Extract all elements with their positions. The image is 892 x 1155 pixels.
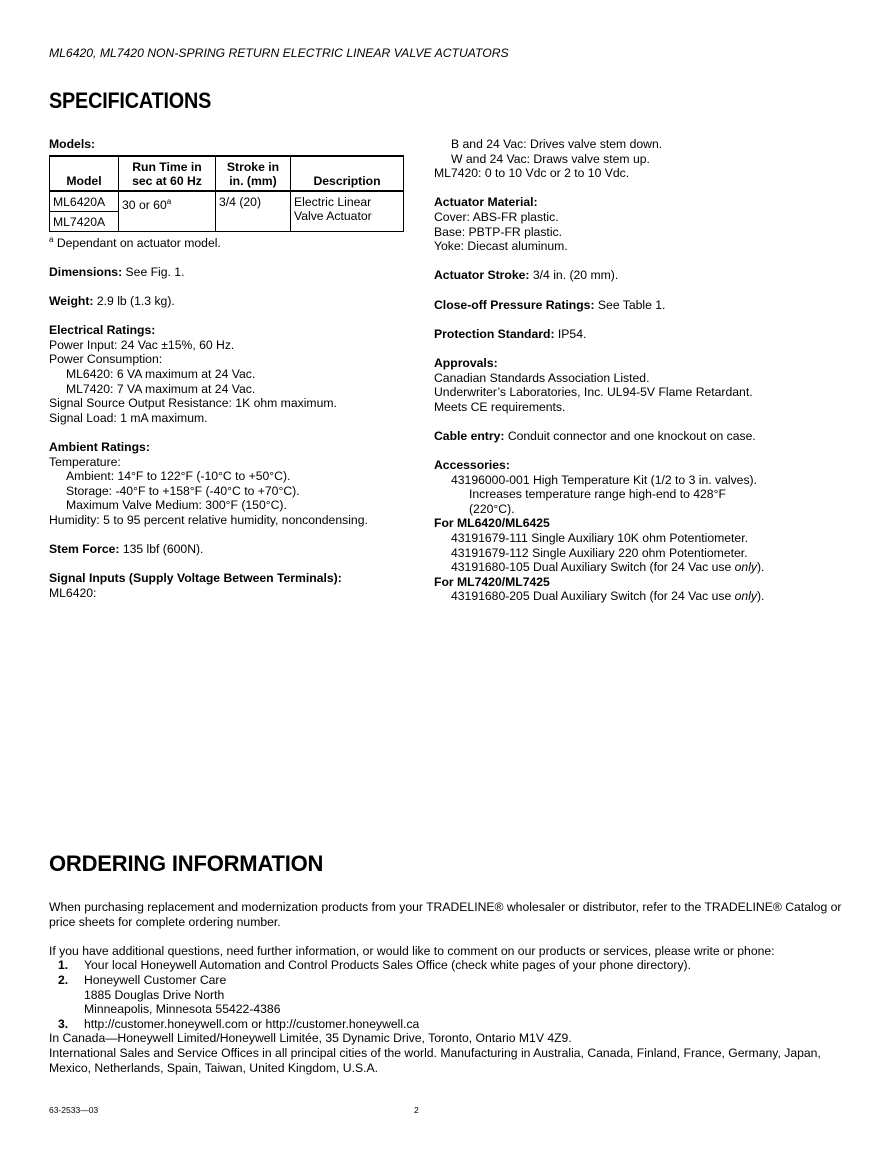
- close-off-spec: Close-off Pressure Ratings: See Table 1.: [434, 297, 666, 312]
- signal-inputs-continued: B and 24 Vac: Drives valve stem down. W and 24 Vac: Draws valve stem up. ML7420: 0 to 10 Vdc or 2 to 10 Vdc.: [434, 137, 663, 181]
- models-table: [49, 155, 404, 232]
- header-model: Model: [50, 156, 119, 191]
- cable-entry-spec: Cable entry: Conduit connector and one knockout on case.: [434, 428, 756, 443]
- table-row: [50, 191, 404, 212]
- description-cell: Electric Linear Valve Actuator: [291, 191, 404, 232]
- ambient-ratings: Ambient Ratings: Temperature: Ambient: 14°F to 122°F (-10°C to +50°C). Storage: -40°F to +158°F (-40°C to +70°C). Maximum Valve Medium: 300°F (150°C). Humidity: 5 to 95 percent relative humidity, noncondensing.: [49, 439, 368, 527]
- ordering-information-body: [49, 900, 844, 1075]
- list-item: 3. http://customer.honeywell.com or http://customer.honeywell.ca: [49, 1017, 844, 1032]
- actuator-material: Actuator Material: Cover: ABS-FR plastic. Base: PBTP-FR plastic. Yoke: Diecast aluminum.: [434, 195, 568, 254]
- specifications-heading: SPECIFICATIONS: [49, 88, 212, 113]
- table-footnote: $^a$ Dependant on actuator model.: [49, 234, 221, 250]
- run-time-cell: 30 or 60$^a$: [119, 191, 216, 232]
- canada-contact: In Canada—Honeywell Limited/Honeywell Limitée, 35 Dynamic Drive, Toronto, Ontario M1V 4Z9.: [49, 1031, 572, 1046]
- header-stroke: Stroke in in. (mm): [216, 156, 291, 191]
- header-run-time: Run Time in sec at 60 Hz: [119, 156, 216, 191]
- weight-spec: Weight: 2.9 lb (1.3 kg).: [49, 293, 175, 308]
- table-header-row: [50, 156, 404, 191]
- specifications-left-column: [49, 137, 409, 600]
- accessories: Accessories: 43196000-001 High Temperature Kit (1/2 to 3 in. valves). Increases temperature range high-end to 428°F (220°C). For ML6420/ML6425 43191679-111 Single Auxiliary 10K ohm Potentiometer. 43191679-112 Single Auxiliary 220 ohm Potentiometer. 43191680-105 Dual Auxiliary Switch (for 24 Vac use only). For ML7420/ML7425 43191680-205 Dual Auxiliary Switch (for 24 Vac use only).: [434, 458, 765, 604]
- model-cell: ML7420A: [50, 211, 119, 231]
- header-description: Description: [291, 156, 404, 191]
- list-item: 1. Your local Honeywell Automation and Control Products Sales Office (check white pages of your phone directory).: [58, 958, 691, 973]
- protection-spec: Protection Standard: IP54.: [434, 326, 587, 341]
- page-number: 2: [414, 1105, 419, 1115]
- document-number: 63-2533—03: [49, 1105, 99, 1115]
- contact-paragraph: If you have additional questions, need further information, or would like to comment on our products or services, please write or phone:: [49, 943, 775, 958]
- list-item: 2. Honeywell Customer Care 1885 Douglas Drive North Minneapolis, Minnesota 55422-4386: [58, 972, 281, 1017]
- ordering-paragraph: When purchasing replacement and modernization products from your TRADELINE® wholesaler or distributor, refer to the TRADELINE® Catalog or price sheets for complete ordering number.: [49, 900, 842, 929]
- dimensions-spec: Dimensions: See Fig. 1.: [49, 264, 185, 279]
- electrical-ratings: Electrical Ratings: Power Input: 24 Vac ±15%, 60 Hz. Power Consumption: ML6420: 6 VA maximum at 24 Vac. ML7420: 7 VA maximum at 24 Vac. Signal Source Output Resistance: 1K ohm maximum. Signal Load: 1 mA maximum.: [49, 323, 337, 425]
- website-links[interactable]: http://customer.honeywell.com or http://customer.honeywell.ca: [84, 1016, 420, 1031]
- models-label: Models:: [49, 137, 96, 151]
- specifications-right-column: [434, 137, 854, 604]
- running-header: ML6420, ML7420 NON-SPRING RETURN ELECTRIC LINEAR VALVE ACTUATORS: [49, 46, 509, 60]
- signal-inputs: Signal Inputs (Supply Voltage Between Terminals): ML6420:: [49, 571, 342, 600]
- model-cell: ML6420A: [50, 191, 119, 212]
- actuator-stroke-spec: Actuator Stroke: 3/4 in. (20 mm).: [434, 268, 619, 283]
- international-offices: International Sales and Service Offices in all principal cities of the world. Manufacturing in Australia, Canada, Finland, France, Germany, Japan, Mexico, Netherlands, Spain, Taiwan, United Kingdom, U.S.A.: [49, 1045, 821, 1075]
- approvals: Approvals: Canadian Standards Association Listed. Underwriter’s Laboratories, Inc. UL94-5V Flame Retardant. Meets CE requirements.: [434, 355, 753, 414]
- stroke-cell: 3/4 (20): [216, 191, 291, 232]
- stem-force-spec: Stem Force: 135 lbf (600N).: [49, 542, 204, 557]
- ordering-information-heading: ORDERING INFORMATION: [49, 851, 324, 876]
